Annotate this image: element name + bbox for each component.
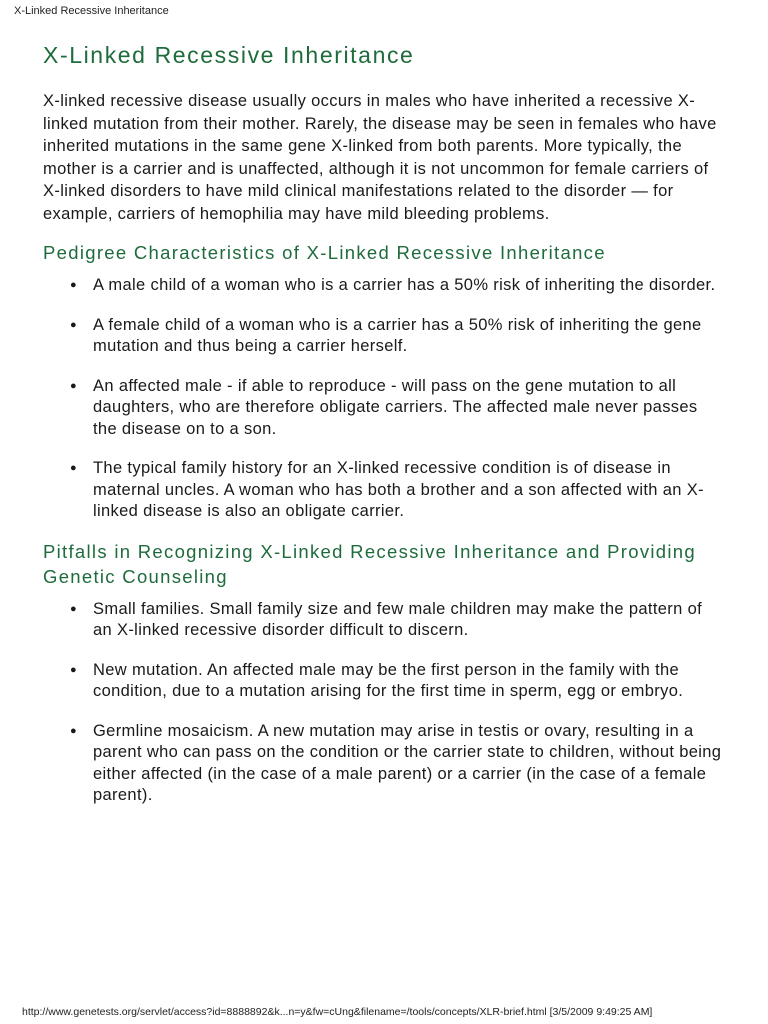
list-item-text: Small families. Small family size and few male children may make the pattern of an X-linked recessive disorder difficult to discern.: [93, 599, 703, 639]
bullet-icon: ●: [70, 462, 77, 474]
bullet-list: [43, 599, 733, 807]
intro-paragraph: X-linked recessive disease usually occurs in males who have inherited a recessive X-linked mutation from their mother. Rarely, the disease may be seen in females who have inherited mutations in the same gene X-linked from both parents. More typically, the mother is a carrier and is unaffected, although it is not uncommon for female carriers of X-linked disorders to have mild clinical manifestations related to the disorder — for example, carriers of hemophilia may have mild bleeding problems.: [43, 92, 717, 223]
list-item-text: An affected male - if able to reproduce - will pass on the gene mutation to all daughters, who are therefore obligate carriers. The affected male never passes the disease on to a son.: [93, 376, 698, 438]
list-item: [43, 376, 723, 441]
print-footer-url: http://www.genetests.org/servlet/access?id=8888892&k...n=y&fw=cUng&filename=/tools/concepts/XLR-brief.html [3/5/2009 9:49:25 AM]: [22, 1006, 653, 1018]
bullet-list: [43, 275, 733, 523]
bullet-icon: ●: [70, 279, 77, 291]
list-item-text: A female child of a woman who is a carrier has a 50% risk of inheriting the gene mutation and thus being a carrier herself.: [93, 315, 702, 355]
section-heading: Pitfalls in Recognizing X-Linked Recessive Inheritance and Providing Genetic Counseling: [43, 540, 696, 587]
bullet-icon: ●: [70, 724, 77, 737]
bullet-icon: ●: [70, 663, 77, 676]
list-item-text: Germline mosaicism. A new mutation may arise in testis or ovary, resulting in a parent who can pass on the condition or the carrier state to children, without being either affected (in the case of a male parent) or a carrier (in the case of a female parent).: [93, 721, 722, 804]
section-heading: Pedigree Characteristics of X-Linked Recessive Inheritance: [43, 242, 606, 263]
print-header-title: X-Linked Recessive Inheritance: [14, 5, 169, 17]
list-item-text: New mutation. An affected male may be the first person in the family with the condition, due to a mutation arising for the first time in sperm, egg or embryo.: [93, 660, 684, 700]
section-pedigree-characteristics: [43, 240, 733, 523]
list-item: [43, 315, 723, 358]
list-item-text: A male child of a woman who is a carrier has a 50% risk of inheriting the disorder.: [93, 276, 716, 294]
bullet-icon: ●: [70, 318, 77, 331]
list-item: [43, 660, 723, 703]
list-item: [43, 458, 723, 523]
bullet-icon: ●: [70, 602, 77, 615]
list-item: [43, 275, 723, 297]
document-body: [43, 38, 733, 825]
bullet-icon: ●: [70, 379, 77, 392]
list-item: [43, 721, 723, 807]
list-item-text: The typical family history for an X-linked recessive condition is of disease in maternal uncles. A woman who has both a brother and a son affected with an X-linked disease is also an obligate carrier.: [93, 459, 704, 520]
section-pitfalls: [43, 539, 733, 807]
list-item: [43, 599, 723, 642]
page-title: X-Linked Recessive Inheritance: [43, 42, 415, 68]
